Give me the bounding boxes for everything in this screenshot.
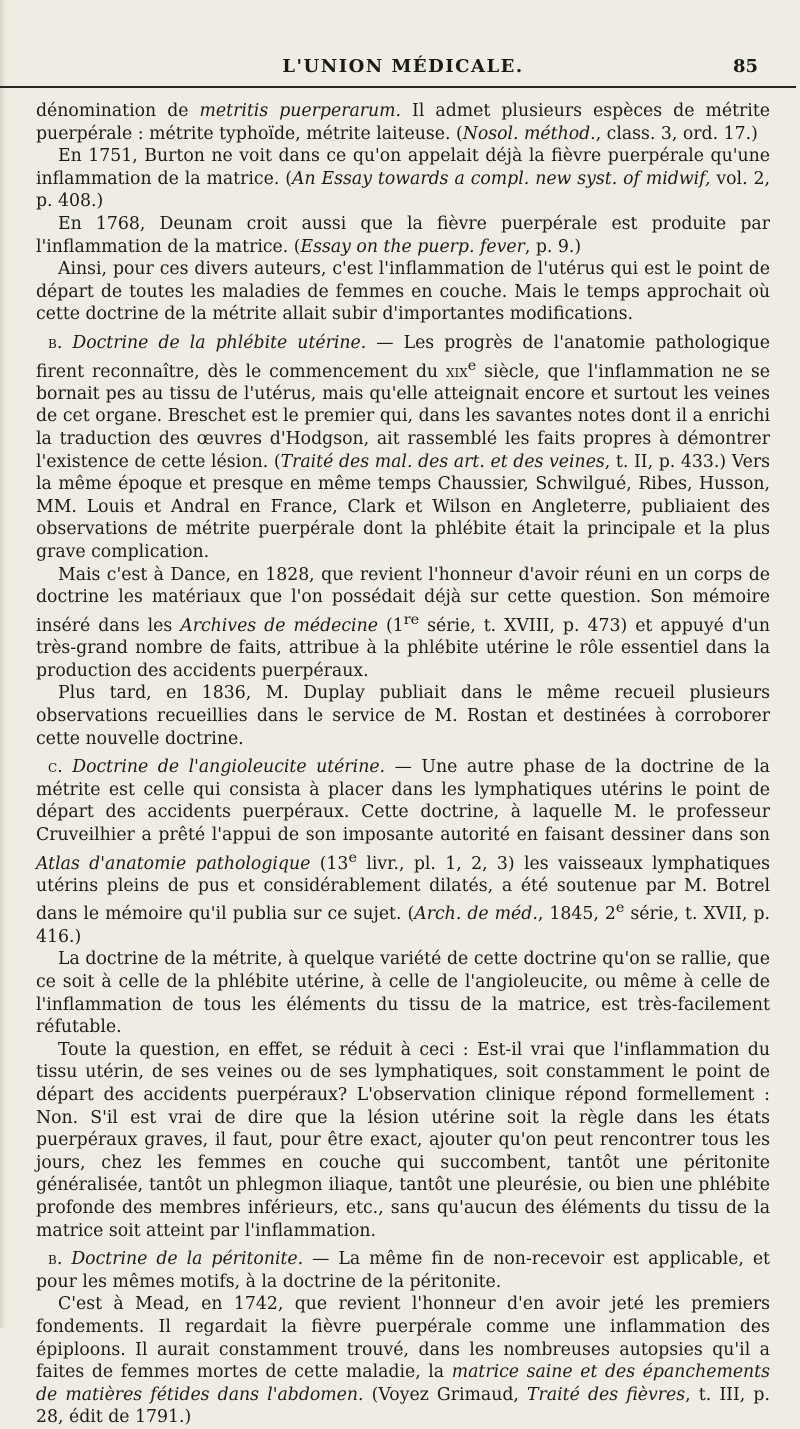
text-run: — La même fin de non-recevoir est applicable, et pour les mêmes motifs, à la doctrine de la péritonite. xyxy=(36,1249,770,1292)
text-run: An Essay towards a compl. new syst. of midwif, xyxy=(292,168,711,189)
page-number: 85 xyxy=(732,56,758,77)
text-run: Nosol. méthod. xyxy=(462,123,596,144)
text-run: xix xyxy=(445,361,468,382)
paragraph-p7 xyxy=(36,682,770,750)
paragraph-p8 xyxy=(36,756,770,948)
text-run: Ainsi, pour ces divers auteurs, c'est l'inflammation de l'utérus qui est le point de départ de toutes les maladies de femmes en couche. Mais le temps approchait où cette doctrine de la métrite allait subir d'importantes modifications. xyxy=(36,259,770,325)
text-run: En 1751, Burton ne voit dans ce qu'on appelait déjà la fièvre puerpérale qu'une inflammation de la matrice. ( xyxy=(36,146,770,189)
text-run: Il admet plusieurs espèces de métrite puerpérale : métrite typhoïde, métrite laiteuse. ( xyxy=(36,101,771,144)
text-run: siècle, que l'inflammation ne se bornait pes au tissu de l'utérus, mais qu'elle atteignait encore et surtout les veines de cet organe. Breschet est le premier qui, dans les savantes notes dont il a enrichi la traduction des œuvres d'Hodgson, ait rassemblé les faits propres à démontrer l'existence de cette lésion. ( xyxy=(36,361,771,472)
paragraph-p9 xyxy=(36,948,770,1038)
text-run: . xyxy=(56,1249,72,1270)
text-run: C'est à Mead, en 1742, que revient l'honneur d'en avoir jeté les premiers fondements. Il regardait la fièvre puerpérale comme une inflammation des épiploons. Il aurait constamment trouvé, dans les nombreuses autopsies qu'il a faites de femmes mortes de cette maladie, la xyxy=(36,1294,770,1383)
paragraph-p1 xyxy=(36,100,770,145)
text-run: Doctrine de l'angioleucite utérine. xyxy=(72,757,386,778)
text-run: , p. 9.) xyxy=(524,236,582,257)
text-run: Arch. de méd. xyxy=(414,904,538,925)
text-run: b xyxy=(48,1249,57,1270)
text-run: c xyxy=(48,757,58,778)
text-run: série, t. XVIII, p. 473) et appuyé d'un très-grand nombre de faits, attribue à la phlébite utérine le rôle essentiel dans la production des accidents puerpéraux. xyxy=(36,615,770,681)
text-run: (Voyez Grimaud, xyxy=(363,1384,528,1405)
text-run: dénomination de xyxy=(36,101,200,121)
paragraph-p11 xyxy=(36,1248,770,1293)
text-run: b xyxy=(48,332,57,353)
text-run: En 1768, Deunam croit aussi que la fièvre puerpérale est produite par l'inflammation de la matrice. ( xyxy=(36,213,770,257)
text-run: Atlas d'anatomie pathologique xyxy=(36,853,311,874)
text-run: série, t. XVII, p. 416.) xyxy=(36,904,770,947)
text-run: La doctrine de la métrite, à quelque variété de cette doctrine qu'on se rallie, que ce soit à celle de la phlébite utérine, à celle de l'angioleucite, ou même à celle de l'inflammation de tous les éléments du tissu de la matrice, est très-facilement réfutable. xyxy=(36,949,770,1038)
text-run: Mais c'est à Dance, en 1828, que revient l'honneur d'avoir réuni en un corps de doctrine les matériaux que l'on possédait déjà sur cette question. Son mémoire inséré dans les xyxy=(36,564,770,636)
text-run: , t. II, p. 433.) Vers la même époque et presque en même temps Chaussier, Schwilgué, Ribes, Husson, MM. Louis et Andral en France, Clark et Wilson en Angleterre, publiaient des observations de métrite puerpérale dont la phlébite était la principale et la plus grave complication. xyxy=(36,451,770,563)
text-run: Archives de médecine xyxy=(180,615,378,636)
running-title: L'UNION MÉDICALE. xyxy=(282,56,524,77)
text-run: . xyxy=(56,332,73,353)
page-edge-shadow xyxy=(0,0,6,1328)
text-run: — Les progrès de l'anatomie pathologique firent reconnaître, dès le commencement du xyxy=(36,332,770,382)
text-run: Traité des mal. des art. et des veines xyxy=(280,451,605,472)
text-run: — Une autre phase de la doctrine de la métrite est celle qui consista à placer dans les lymphatiques utérins le point de départ des accidents puerpéraux. Cette doctrine, à laquelle M. le professeur Cruveilhier a prêté l'appui de son imposante autorité en faisant dessiner dans son xyxy=(36,757,770,845)
text-run: Essay on the puerp. fever xyxy=(300,236,525,257)
text-run: metritis puerperarum. xyxy=(199,101,402,121)
text-run: Toute la question, en effet, se réduit à ceci : Est-il vrai que l'inflammation du tissu utérin, de ses veines ou de ses lymphatiques, soit constamment le point de départ des accidents puerpéraux? L'observation clinique répond formellement : Non. S'il est vrai de dire que la lésion utérine soit la règle dans les états puerpéraux graves, il faut, pour être exact, ajouter qu'on peut rencontrer tous les jours, chez les femmes en couche qui succombent, tantôt une péritonite généralisée, tantôt un phlegmon iliaque, tantôt une pleurésie, ou bien une phlébite profonde des membres inférieurs, etc., sans qu'aucun des éléments du tissu de la matrice soit atteint par l'inflammation. xyxy=(36,1039,770,1241)
paragraph-p6 xyxy=(36,564,770,683)
text-run: e xyxy=(348,849,357,866)
text-run: Doctrine de la phlébite utérine. xyxy=(72,332,367,353)
text-run: e xyxy=(467,357,477,374)
text-run: livr., pl. 1, 2, 3) les vaisseaux lymphatiques utérins pleins de pus et considérablement dilatés, a été soutenue par M. Botrel dans le mémoire qu'il publia sur ce sujet. ( xyxy=(36,853,770,925)
text-run: vol. 2, p. 408.) xyxy=(36,168,770,212)
text-run: matrice saine et des épanchements de matières fétides dans l'abdomen. xyxy=(36,1362,770,1405)
text-run: re xyxy=(403,611,420,628)
paragraph-p5 xyxy=(36,332,770,564)
text-run: (1 xyxy=(377,615,404,636)
text-run: , 1845, 2 xyxy=(537,904,616,925)
text-run: , t. III, p. 28, édit de 1791.) xyxy=(36,1384,770,1428)
paragraph-p3 xyxy=(36,213,770,258)
paragraph-p4 xyxy=(36,258,770,326)
page-header xyxy=(36,0,770,80)
text-run: (13 xyxy=(310,853,349,874)
text-run: , class. 3, ord. 17.) xyxy=(595,123,758,144)
paragraph-p12 xyxy=(36,1293,770,1429)
text-run: Traité des fièvres xyxy=(527,1384,686,1405)
body-text xyxy=(36,100,770,1429)
text-run: Doctrine de la péritonite. xyxy=(71,1249,304,1270)
text-run: Plus tard, en 1836, M. Duplay publiait dans le même recueil plusieurs observations recueillies dans le service de M. Rostan et destinées à corroborer cette nouvelle doctrine. xyxy=(36,683,770,749)
paragraph-p2 xyxy=(36,145,770,213)
header-rule xyxy=(0,86,796,88)
text-run: . xyxy=(57,757,73,778)
paragraph-p10 xyxy=(36,1039,770,1242)
text-run: e xyxy=(615,900,625,917)
